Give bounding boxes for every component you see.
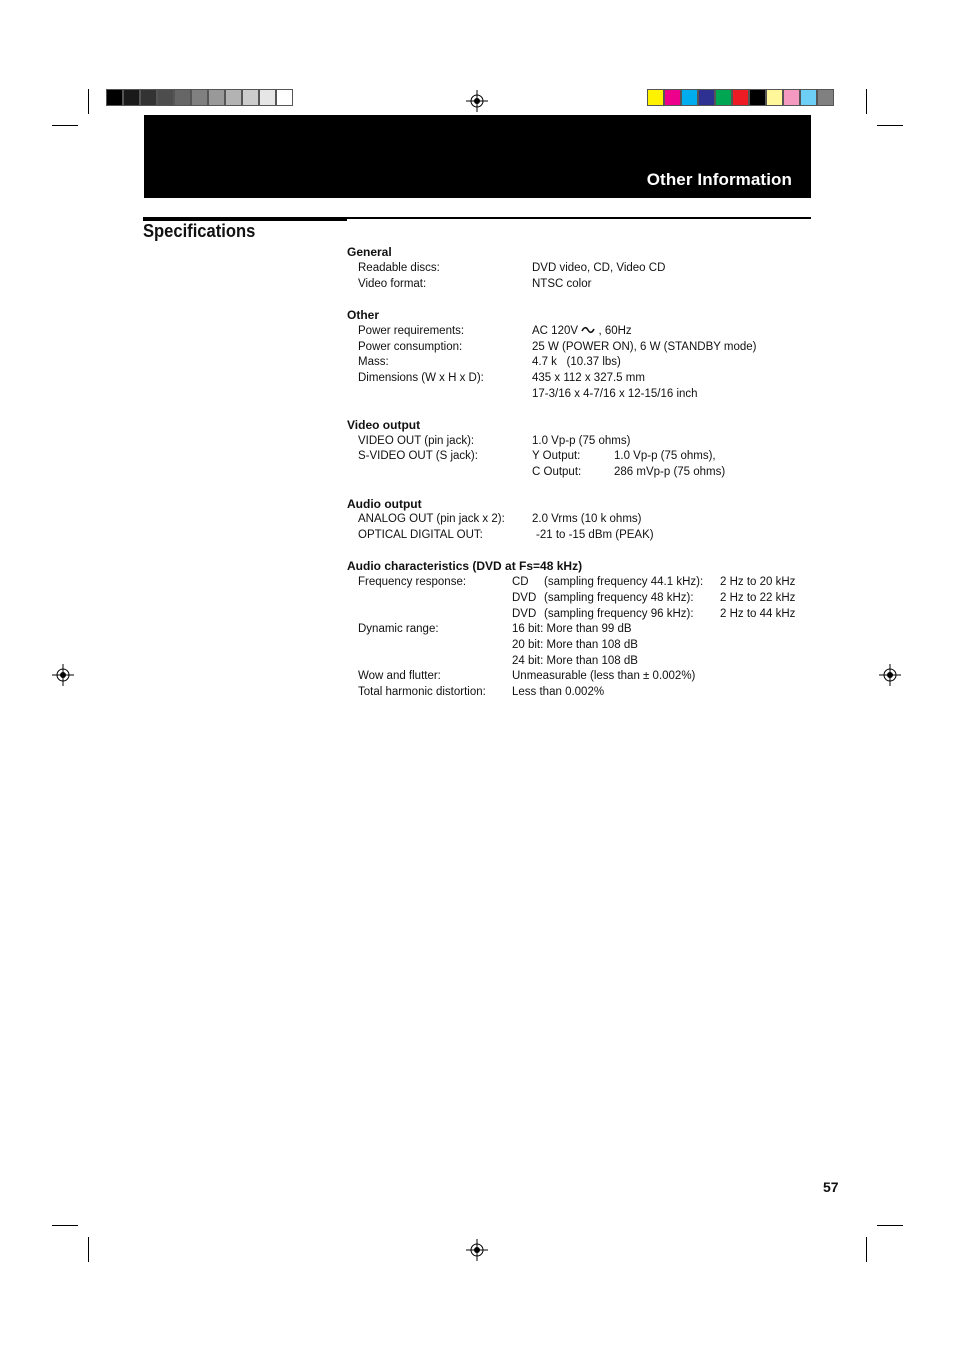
spec-value: Unmeasurable (less than ± 0.002%)	[512, 670, 696, 682]
spec-label: Power consumption:	[358, 341, 463, 353]
color-swatch	[225, 89, 242, 106]
color-swatch	[191, 89, 208, 106]
color-swatch	[208, 89, 225, 106]
registration-mark-icon	[52, 664, 74, 686]
spec-value: 1.0 Vp-p (75 ohms)	[532, 435, 631, 447]
freq-condition: (sampling frequency 96 kHz):	[544, 608, 694, 620]
freq-condition: (sampling frequency 44.1 kHz):	[544, 576, 704, 588]
spec-label: OPTICAL DIGITAL OUT:	[358, 529, 483, 541]
crop-mark	[877, 1225, 903, 1226]
spec-value: Less than 0.002%	[512, 686, 605, 698]
spec-value: 4.7 k (10.37 lbs)	[532, 356, 621, 368]
spec-label: Dynamic range:	[358, 623, 439, 635]
color-swatch	[140, 89, 157, 106]
freq-condition: (sampling frequency 48 kHz):	[544, 592, 694, 604]
power-frequency: , 60Hz	[598, 325, 632, 337]
spec-value: DVD video, CD, Video CD	[532, 262, 666, 274]
color-swatch	[106, 89, 123, 106]
registration-mark-icon	[879, 664, 901, 686]
page-title: Specifications	[143, 221, 256, 241]
section-header-band	[144, 115, 811, 198]
color-swatch	[276, 89, 293, 106]
color-swatch	[242, 89, 259, 106]
crop-mark	[88, 89, 89, 114]
spec-label: VIDEO OUT (pin jack):	[358, 435, 475, 447]
spec-label: Wow and flutter:	[358, 670, 441, 682]
spec-value: -21 to -15 dBm (PEAK)	[536, 529, 654, 541]
spec-label: S-VIDEO OUT (S jack):	[358, 450, 478, 462]
freq-value: 2 Hz to 44 kHz	[720, 608, 796, 620]
other-heading: Other	[347, 308, 380, 322]
crop-mark	[877, 125, 903, 126]
section-title: Other Information	[646, 170, 792, 189]
audio-output-heading: Audio output	[347, 497, 422, 511]
spec-value: 17-3/16 x 4-7/16 x 12-15/16 inch	[532, 388, 698, 400]
video-output-heading: Video output	[347, 418, 421, 432]
color-swatch	[174, 89, 191, 106]
color-swatch	[732, 89, 749, 106]
color-swatch	[817, 89, 834, 106]
freq-source: CD	[512, 576, 529, 588]
spec-label: ANALOG OUT (pin jack x 2):	[358, 513, 505, 525]
freq-value: 2 Hz to 20 kHz	[720, 576, 796, 588]
color-swatch	[123, 89, 140, 106]
crop-mark	[88, 1237, 89, 1262]
crop-mark	[52, 125, 78, 126]
power-voltage: AC 120V	[532, 325, 579, 337]
spec-label: Frequency response:	[358, 576, 467, 588]
color-swatch	[259, 89, 276, 106]
color-swatch	[157, 89, 174, 106]
spec-label: Video format:	[358, 278, 427, 290]
spec-value: 286 mVp-p (75 ohms)	[614, 466, 726, 478]
audio-characteristics-heading: Audio characteristics (DVD at Fs=48 kHz)	[347, 559, 583, 573]
color-swatch	[681, 89, 698, 106]
color-swatch	[800, 89, 817, 106]
spec-sublabel: C Output:	[532, 466, 582, 478]
crop-mark	[866, 89, 867, 114]
spec-label: Mass:	[358, 356, 389, 368]
crop-mark	[52, 1225, 78, 1226]
color-swatch	[766, 89, 783, 106]
page-number: 57	[823, 1179, 839, 1195]
spec-label: Total harmonic distortion:	[358, 686, 486, 698]
spec-value: 20 bit: More than 108 dB	[512, 639, 638, 651]
color-swatch	[698, 89, 715, 106]
freq-source: DVD	[512, 608, 537, 620]
spec-value: 1.0 Vp-p (75 ohms),	[614, 450, 716, 462]
crop-mark	[866, 1237, 867, 1262]
spec-value: NTSC color	[532, 278, 592, 290]
general-heading: General	[347, 245, 392, 259]
content-rule	[347, 217, 811, 219]
color-swatch	[715, 89, 732, 106]
color-swatch	[783, 89, 800, 106]
color-swatch	[749, 89, 766, 106]
color-swatch	[647, 89, 664, 106]
spec-label: Dimensions (W x H x D):	[358, 372, 484, 384]
spec-value: 16 bit: More than 99 dB	[512, 623, 632, 635]
spec-value: 25 W (POWER ON), 6 W (STANDBY mode)	[532, 341, 757, 353]
grayscale-bar	[106, 89, 293, 106]
spec-value: 24 bit: More than 108 dB	[512, 655, 638, 667]
spec-sublabel: Y Output:	[532, 450, 581, 462]
color-swatch	[664, 89, 681, 106]
spec-value: 2.0 Vrms (10 k ohms)	[532, 513, 642, 525]
spec-value	[532, 324, 632, 338]
registration-mark-icon	[466, 90, 488, 112]
color-bar	[647, 89, 834, 106]
spec-value: 435 x 112 x 327.5 mm	[532, 372, 645, 384]
ac-wave-icon	[581, 325, 595, 335]
spec-label: Readable discs:	[358, 262, 440, 274]
freq-value: 2 Hz to 22 kHz	[720, 592, 796, 604]
freq-source: DVD	[512, 592, 537, 604]
registration-mark-icon	[466, 1239, 488, 1261]
spec-label: Power requirements:	[358, 325, 465, 337]
